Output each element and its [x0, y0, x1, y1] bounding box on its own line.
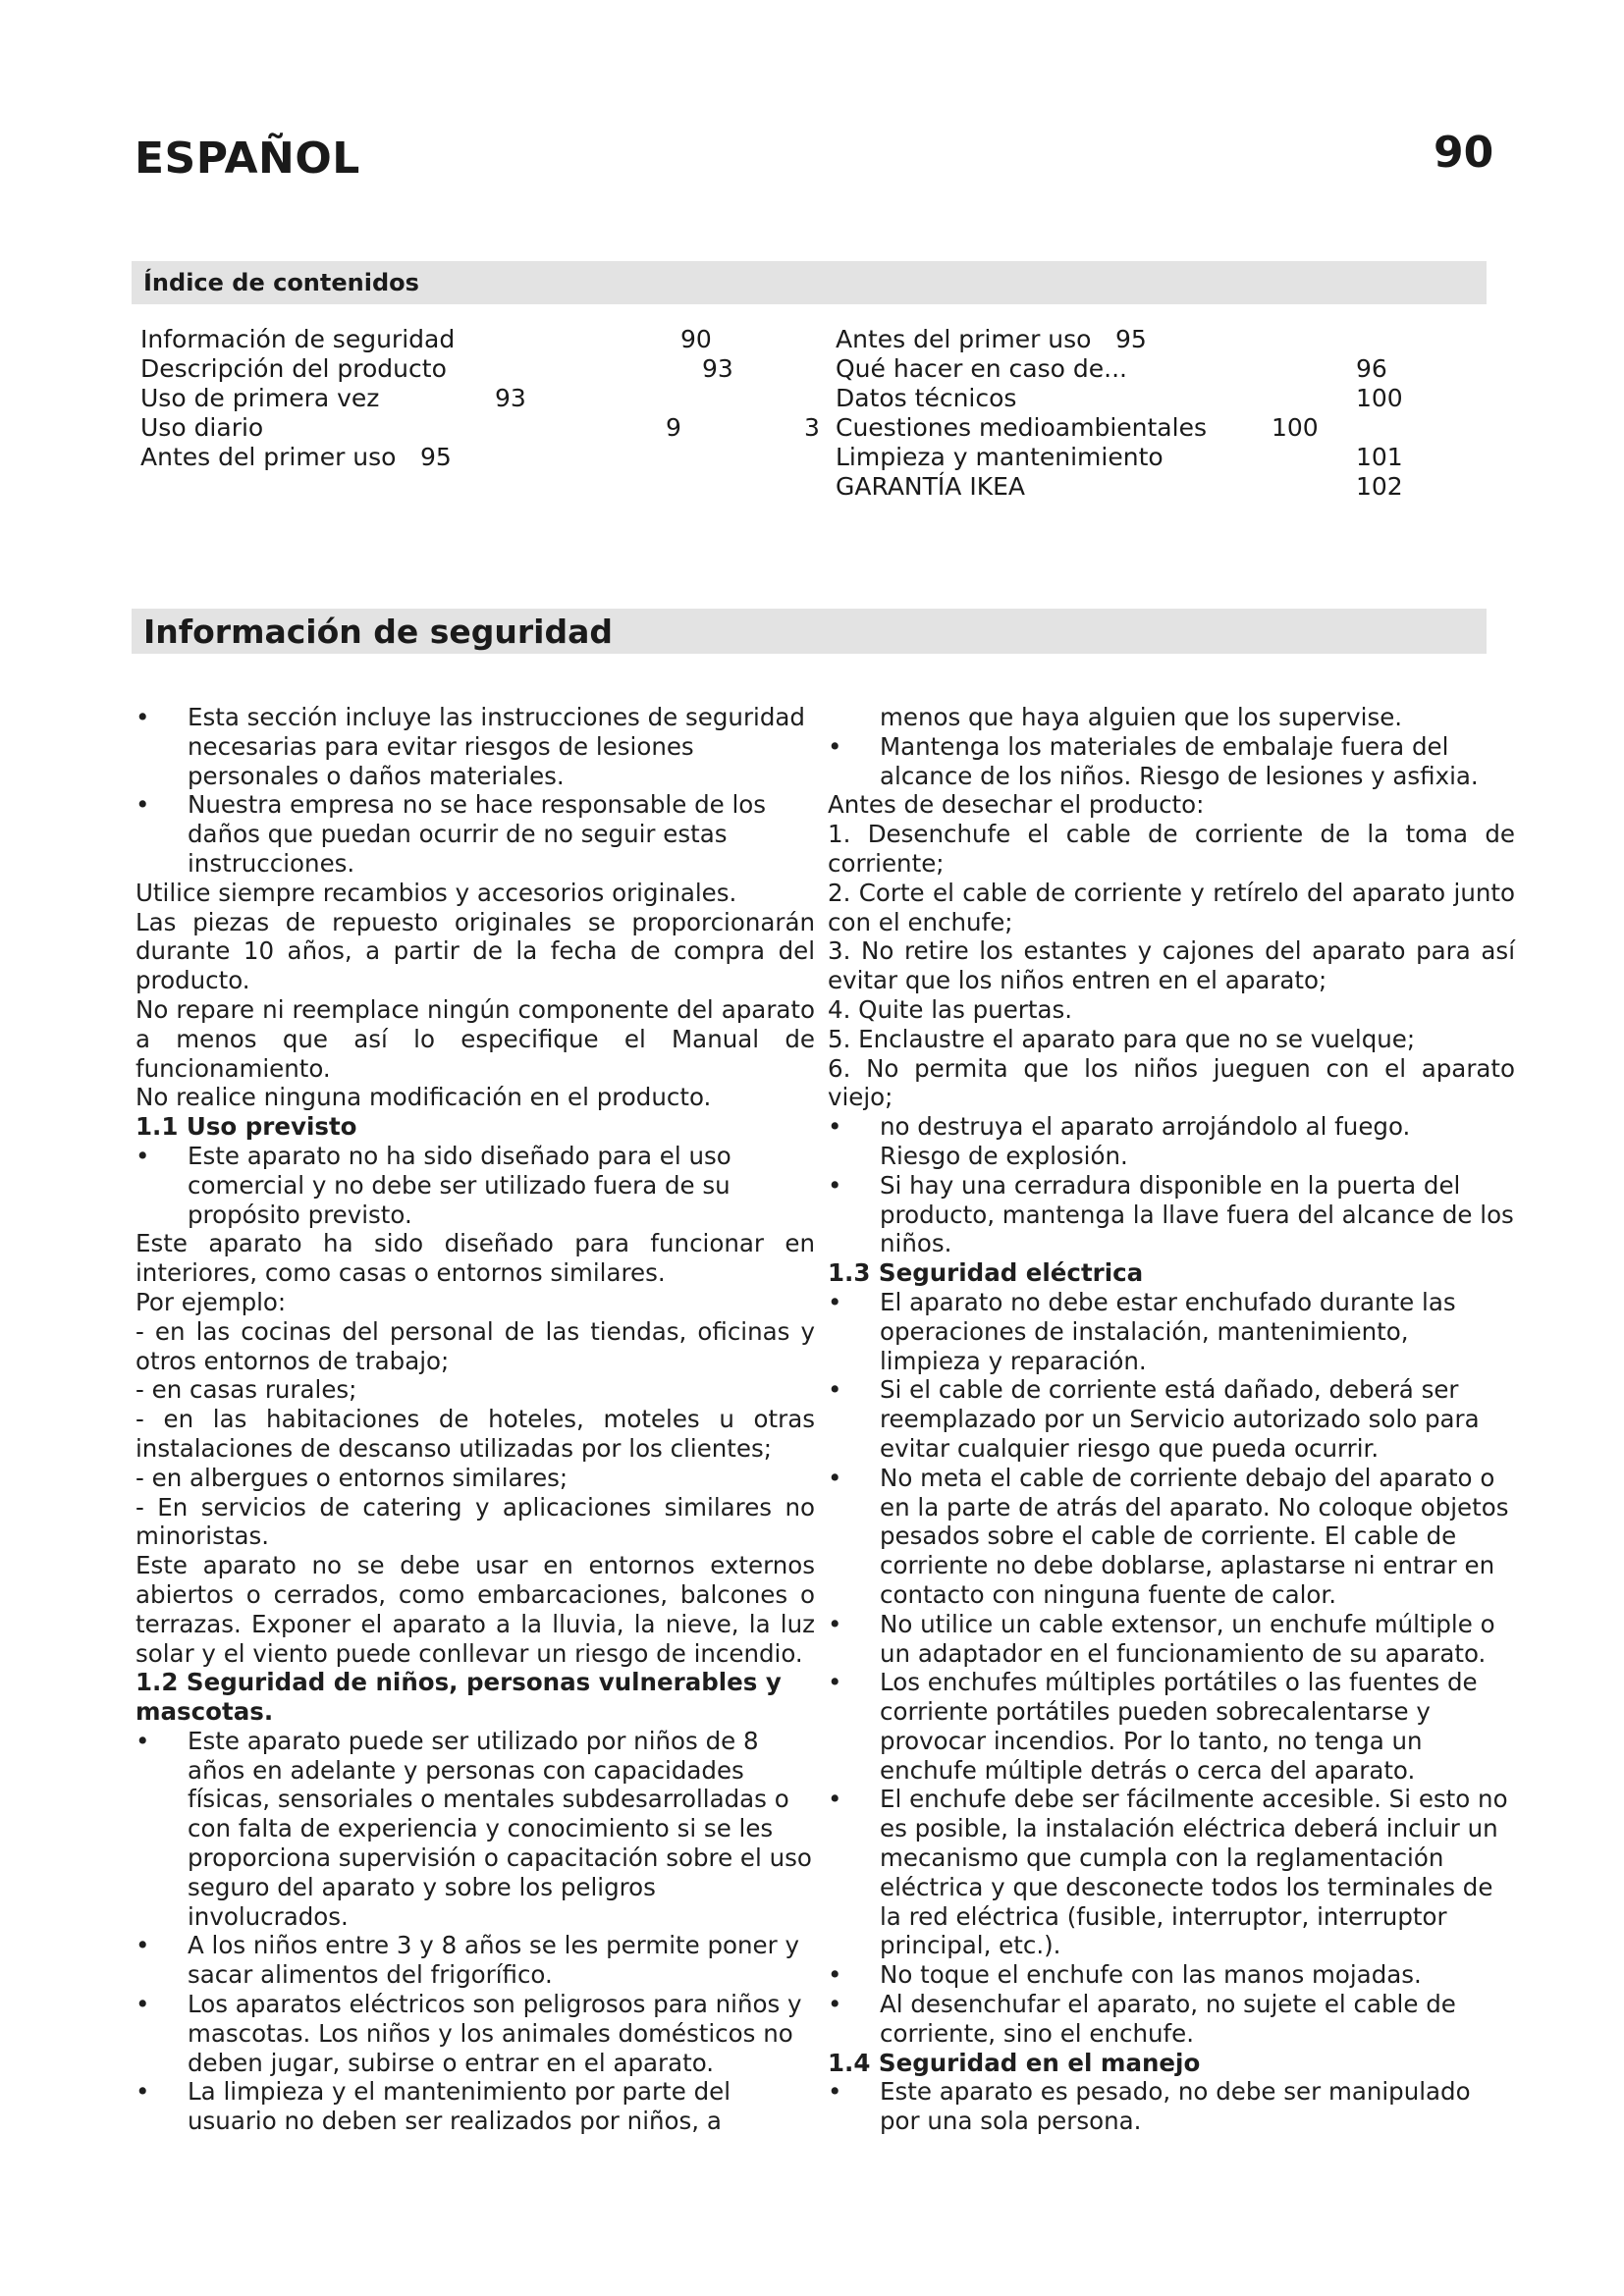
bullet-item: • El enchufe debe ser fácilmente accesible. Si esto no es posible, la instalación eléctrica deberá incluir un mecanismo que cumpla con la reglamentación eléctrica y que desconecte todos los terminales de la red eléctrica (fusible, interruptor, interruptor principal, etc.). — [828, 1785, 1515, 1960]
toc-entry-label: Uso de primera vez — [140, 384, 380, 412]
paragraph: Este aparato ha sido diseñado para funcionar en interiores, como casas o entornos similares. — [135, 1229, 815, 1288]
toc-entry-label: Datos técnicos — [836, 384, 1017, 412]
subsection-heading: 1.1 Uso previsto — [135, 1112, 357, 1142]
page-number: 90 — [1434, 128, 1494, 178]
bullet-item: • Si hay una cerradura disponible en la puerta del producto, mantenga la llave fuera del alcance de los niños. — [828, 1171, 1515, 1258]
bullet-item: • Este aparato no ha sido diseñado para el uso comercial y no debe ser utilizado fuera de su propósito previsto. — [135, 1142, 815, 1229]
paragraph: - en albergues o entornos similares; — [135, 1463, 568, 1492]
safety-column-right — [828, 703, 1515, 2136]
toc-entry-page: 100 — [1272, 413, 1319, 442]
bullet-item: • Esta sección incluye las instrucciones de seguridad necesarias para evitar riesgos de lesiones personales o daños materiales. — [135, 703, 815, 790]
toc-entry-page: 93 — [495, 384, 526, 412]
toc-entry-page: 90 — [680, 325, 712, 353]
bullet-item: • La limpieza y el mantenimiento por parte del usuario no deben ser realizados por niños, a — [135, 2077, 815, 2136]
toc-entry-page: 96 — [1356, 354, 1387, 383]
toc-entry-label: Descripción del producto — [140, 354, 447, 383]
toc-entry-page-tail: 3 — [804, 413, 820, 442]
section-title: Información de seguridad — [143, 613, 613, 651]
toc-entry-page: 93 — [702, 354, 733, 383]
paragraph: 2. Corte el cable de corriente y retírelo del aparato junto con el enchufe; — [828, 878, 1515, 936]
toc-title: Índice de contenidos — [143, 269, 419, 296]
paragraph: - En servicios de catering y aplicaciones similares no minoristas. — [135, 1492, 815, 1551]
paragraph: - en las habitaciones de hoteles, moteles u otras instalaciones de descanso utilizadas por los clientes; — [135, 1405, 815, 1463]
toc-entry-label: Cuestiones medioambientales — [836, 413, 1207, 442]
toc-entry-label: Antes del primer uso — [836, 325, 1092, 353]
continuation-text: menos que haya alguien que los supervise. — [880, 703, 1403, 731]
toc-entry-label: Qué hacer en caso de... — [836, 354, 1127, 383]
toc-entry-label: Limpieza y mantenimiento — [836, 443, 1164, 471]
continuation-text: Riesgo de explosión. — [880, 1141, 1128, 1170]
bullet-item: • Este aparato puede ser utilizado por niños de 8 años en adelante y personas con capacidades físicas, sensoriales o mentales subdesarrolladas o con falta de experiencia y conocimiento si se les proporciona supervisión o capacitación sobre el uso seguro del aparato y sobre los peligros involucrados. — [135, 1727, 815, 1932]
paragraph: Las piezas de repuesto originales se proporcionarán durante 10 años, a partir de la fecha de compra del producto. — [135, 907, 815, 995]
paragraph: No repare ni reemplace ningún componente del aparato a menos que así lo especifique el Manual de funcionamiento. — [135, 994, 815, 1083]
bullet-item: • Mantenga los materiales de embalaje fuera del alcance de los niños. Riesgo de lesiones y asfixia. — [828, 732, 1515, 791]
paragraph: Por ejemplo: — [135, 1287, 287, 1316]
bullet-item: • Este aparato es pesado, no debe ser manipulado por una sola persona. — [828, 2077, 1515, 2136]
paragraph: 1. Desenchufe el cable de corriente de la toma de corriente; — [828, 820, 1515, 878]
bullet-item: • El aparato no debe estar enchufado durante las operaciones de instalación, mantenimiento, limpieza y reparación. — [828, 1288, 1515, 1375]
paragraph: - en las cocinas del personal de las tiendas, oficinas y otros entornos de trabajo; — [135, 1316, 815, 1375]
paragraph: 5. Enclaustre el aparato para que no se vuelque; — [828, 1024, 1416, 1053]
language-heading: ESPAÑOL — [135, 133, 360, 184]
toc-entry-label: Uso diario — [140, 413, 264, 442]
subsection-heading: 1.2 Seguridad de niños, personas vulnerables y mascotas. — [135, 1668, 782, 1727]
bullet-item: • No meta el cable de corriente debajo del aparato o en la parte de atrás del aparato. No coloque objetos pesados sobre el cable de corriente. El cable de corriente no debe doblarse, aplastarse ni entrar en contacto con ninguna fuente de calor. — [828, 1464, 1515, 1610]
paragraph: No realice ninguna modificación en el producto. — [135, 1083, 712, 1112]
paragraph: 3. No retire los estantes y cajones del aparato para así evitar que los niños entren en el aparato; — [828, 936, 1515, 995]
paragraph: 6. No permita que los niños jueguen con el aparato viejo; — [828, 1053, 1515, 1112]
bullet-item: • Al desenchufar el aparato, no sujete el cable de corriente, sino el enchufe. — [828, 1990, 1515, 2049]
toc-entry-page: 101 — [1356, 443, 1403, 471]
toc-entry-page: 100 — [1356, 384, 1403, 412]
subsection-heading: 1.4 Seguridad en el manejo — [828, 2048, 1201, 2077]
safety-header-bar — [132, 609, 1487, 654]
toc-entry-page: 9 — [666, 413, 681, 442]
toc-entry-label: GARANTÍA IKEA — [836, 472, 1025, 501]
paragraph: 4. Quite las puertas. — [828, 994, 1073, 1024]
toc-entry-page: 95 — [1115, 325, 1147, 353]
safety-column-left — [135, 703, 815, 2136]
subsection-heading: 1.3 Seguridad eléctrica — [828, 1258, 1144, 1288]
bullet-item: • Si el cable de corriente está dañado, deberá ser reemplazado por un Servicio autorizado solo para evitar cualquier riesgo que pueda ocurrir. — [828, 1375, 1515, 1463]
toc-entry-label: Antes del primer uso — [140, 443, 397, 471]
toc-entry-page: 95 — [420, 443, 452, 471]
paragraph: - en casas rurales; — [135, 1375, 357, 1405]
bullet-item: • No toque el enchufe con las manos mojadas. — [828, 1960, 1515, 1990]
paragraph: Este aparato no se debe usar en entornos externos abiertos o cerrados, como embarcaciones, balcones o terrazas. Exponer el aparato a la lluvia, la nieve, la luz solar y el viento puede conllevar un riesgo de incendio. — [135, 1551, 815, 1668]
bullet-item: • Los enchufes múltiples portátiles o las fuentes de corriente portátiles pueden sobrecalentarse y provocar incendios. Por lo tanto, no tenga un enchufe múltiple detrás o cerca del aparato. — [828, 1668, 1515, 1785]
paragraph: Antes de desechar el producto: — [828, 790, 1205, 820]
bullet-item: • Nuestra empresa no se hace responsable de los daños que puedan ocurrir de no seguir estas instrucciones. — [135, 790, 815, 878]
bullet-item: • no destruya el aparato arrojándolo al fuego. — [828, 1112, 1515, 1142]
bullet-item: • A los niños entre 3 y 8 años se les permite poner y sacar alimentos del frigorífico. — [135, 1931, 815, 1990]
toc-entry-label: Información de seguridad — [140, 325, 456, 353]
toc-header-bar — [132, 261, 1487, 304]
paragraph: Utilice siempre recambios y accesorios originales. — [135, 878, 737, 907]
toc-entry-page: 102 — [1356, 472, 1403, 501]
bullet-item: • No utilice un cable extensor, un enchufe múltiple o un adaptador en el funcionamiento de su aparato. — [828, 1610, 1515, 1669]
bullet-item: • Los aparatos eléctricos son peligrosos para niños y mascotas. Los niños y los animales domésticos no deben jugar, subirse o entrar en el aparato. — [135, 1990, 815, 2077]
